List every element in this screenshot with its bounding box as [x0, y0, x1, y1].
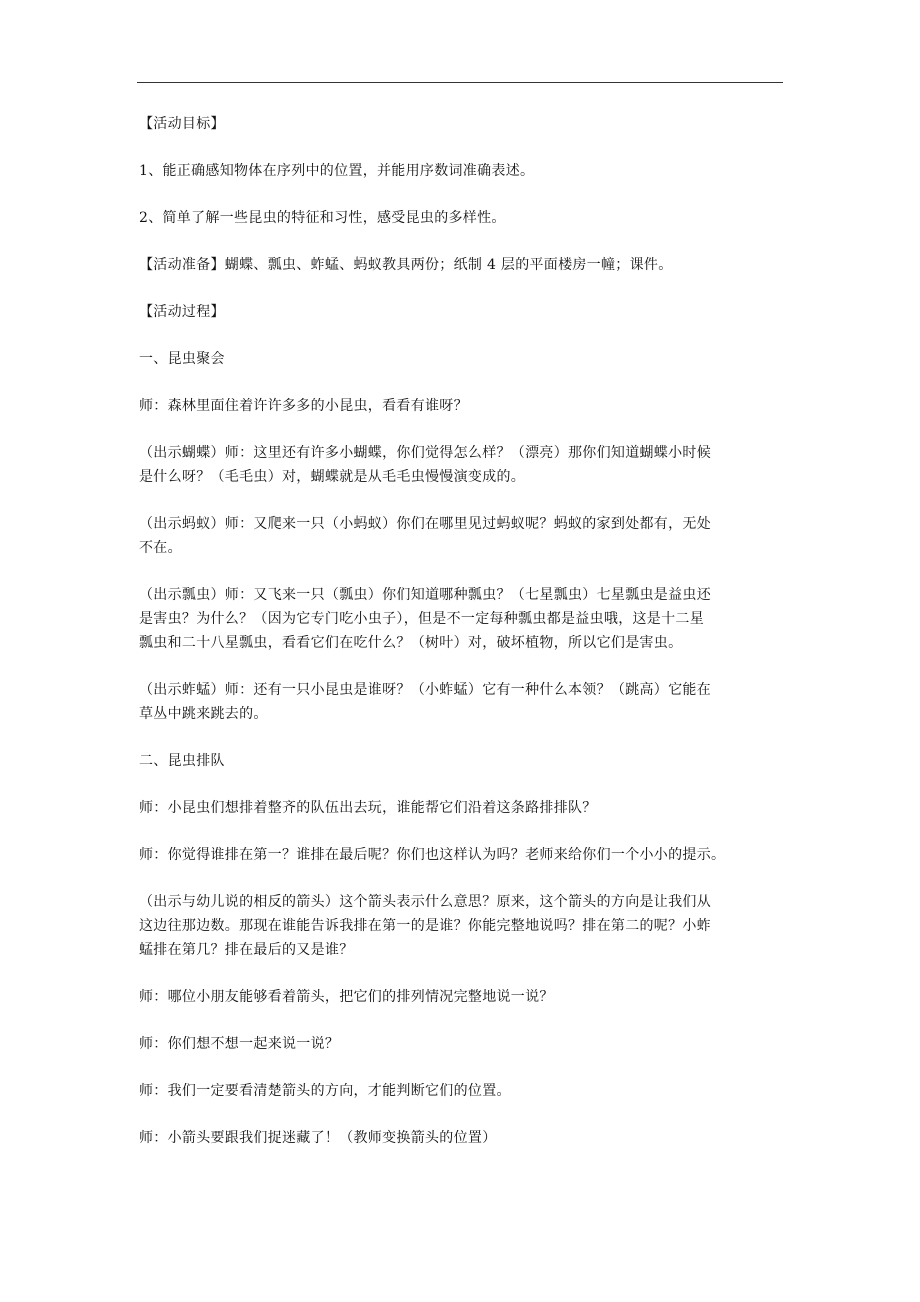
paragraph-line: 【活动目标】 — [139, 116, 225, 132]
paragraph — [139, 985, 789, 1009]
header-rule — [137, 82, 783, 83]
paragraph — [139, 512, 789, 560]
paragraph-line: 师：小昆虫们想排着整齐的队伍出去玩，谁能帮它们沿着这条路排排队？ — [139, 800, 597, 816]
paragraph-line: 草丛中跳来跳去的。 — [139, 706, 268, 722]
paragraph-line: （出示蚱蜢）师：还有一只小昆虫是谁呀？（小蚱蜢）它有一种什么本领？（跳高）它能在 — [139, 682, 711, 698]
paragraph — [139, 583, 789, 655]
paragraph-line: 师：你觉得谁排在第一？谁排在最后呢？你们也这样认为吗？老师来给你们一个小小的提示。 — [139, 847, 726, 863]
paragraph — [139, 394, 789, 418]
paragraph — [139, 1032, 789, 1056]
paragraph — [139, 300, 789, 324]
paragraph-line: 2、简单了解一些昆虫的特征和习性，感受昆虫的多样性。 — [139, 210, 506, 226]
paragraph-line: 是害虫？为什么？（因为它专门吃小虫子），但是不一定每种瓢虫都是益虫哦，这是十二星 — [139, 611, 704, 627]
paragraph-line: （出示蚂蚁）师：又爬来一只（小蚂蚁）你们在哪里见过蚂蚁呢？蚂蚁的家到处都有，无处 — [139, 516, 711, 532]
paragraph — [139, 1079, 789, 1103]
paragraph-line: 一、昆虫聚会 — [139, 351, 225, 367]
paragraph-line: 师：森林里面住着许许多多的小昆虫，看看有谁呀？ — [139, 398, 468, 414]
paragraph — [139, 890, 789, 962]
paragraph-line: （出示瓢虫）师：又飞来一只（瓢虫）你们知道哪种瓢虫？（七星瓢虫）七星瓢虫是益虫还 — [139, 587, 711, 603]
paragraph-line: （出示与幼儿说的相反的箭头）这个箭头表示什么意思？原来，这个箭头的方向是让我们从 — [139, 894, 711, 910]
paragraph-line: 师：你们想不想一起来说一说？ — [139, 1036, 340, 1052]
paragraph-line: 1、能正确感知物体在序列中的位置，并能用序数词准确表述。 — [139, 163, 535, 179]
paragraph-line: 不在。 — [139, 540, 182, 556]
paragraph-line: 瓢虫和二十八星瓢虫，看看它们在吃什么？（树叶）对，破坏植物，所以它们是害虫。 — [139, 635, 683, 651]
paragraph-line: 师：我们一定要看清楚箭头的方向，才能判断它们的位置。 — [139, 1083, 511, 1099]
paragraph — [139, 1126, 789, 1150]
paragraph — [139, 843, 789, 867]
paragraph-line: 蜢排在第几？排在最后的又是谁？ — [139, 942, 354, 958]
paragraph — [139, 749, 789, 773]
paragraph-line: 是什么呀？（毛毛虫）对，蝴蝶就是从毛毛虫慢慢演变成的。 — [139, 469, 526, 485]
paragraph-line: 二、昆虫排队 — [139, 753, 225, 769]
document-body — [139, 112, 789, 1150]
paragraph — [139, 441, 789, 489]
paragraph-line: 【活动准备】蝴蝶、瓢虫、蚱蜢、蚂蚁教具两份；纸制 4 层的平面楼房一幢；课件。 — [139, 257, 673, 273]
paragraph — [139, 678, 789, 726]
paragraph-line: 这边往那边数。那现在谁能告诉我排在第一的是谁？你能完整地说吗？排在第二的呢？小蚱 — [139, 918, 711, 934]
paragraph — [139, 112, 789, 136]
paragraph — [139, 347, 789, 371]
paragraph — [139, 253, 789, 277]
paragraph-line: 师：小箭头要跟我们捉迷藏了！（教师变换箭头的位置） — [139, 1130, 497, 1146]
paragraph — [139, 206, 789, 230]
paragraph — [139, 796, 789, 820]
paragraph-line: 【活动过程】 — [139, 304, 225, 320]
paragraph-line: 师：哪位小朋友能够看着箭头，把它们的排列情况完整地说一说？ — [139, 989, 554, 1005]
paragraph-line: （出示蝴蝶）师：这里还有许多小蝴蝶，你们觉得怎么样？（漂亮）那你们知道蝴蝶小时候 — [139, 445, 711, 461]
paragraph — [139, 159, 789, 183]
